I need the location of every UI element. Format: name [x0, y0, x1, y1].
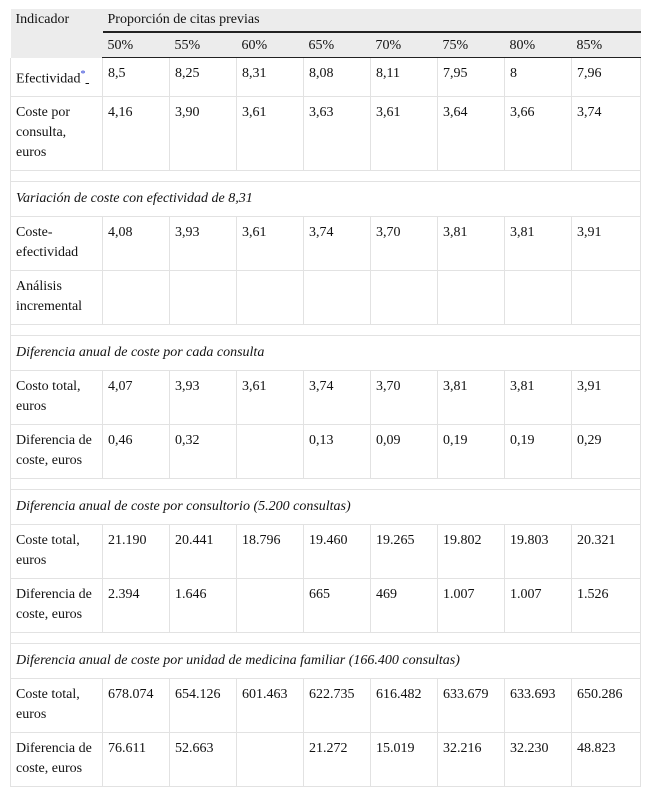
cell: 2.394: [103, 579, 170, 633]
cell: 633.679: [438, 679, 505, 733]
row-label: Coste por consulta, euros: [11, 97, 103, 171]
cell: 0,29: [572, 425, 641, 479]
footnote-link[interactable]: *: [80, 68, 86, 80]
cell: 3,66: [505, 97, 572, 171]
cell: 0,13: [304, 425, 371, 479]
cell: 622.735: [304, 679, 371, 733]
cell: 3,81: [505, 217, 572, 271]
cell: 4,07: [103, 371, 170, 425]
cell: 21.272: [304, 733, 371, 787]
indicator-header: Indicador: [11, 9, 103, 58]
spacer-cell: [11, 171, 641, 182]
spacer-cell: [11, 633, 641, 644]
cell: 3,93: [170, 217, 237, 271]
cell: 3,74: [304, 371, 371, 425]
cell: 0,19: [505, 425, 572, 479]
spacer-row: [11, 325, 641, 336]
cell: 665: [304, 579, 371, 633]
cell: 32.216: [438, 733, 505, 787]
cell: 0,19: [438, 425, 505, 479]
cell: 633.693: [505, 679, 572, 733]
cell: [572, 271, 641, 325]
section-header: [11, 336, 641, 371]
cell: 3,91: [572, 217, 641, 271]
cell: 3,74: [304, 217, 371, 271]
cell: 18.796: [237, 525, 304, 579]
row-diferencia-coste: [11, 579, 641, 633]
cell: 8,5: [103, 58, 170, 97]
row-diferencia-coste: [11, 425, 641, 479]
section-header: [11, 490, 641, 525]
row-coste-total: [11, 525, 641, 579]
cell: 8,25: [170, 58, 237, 97]
header-row-1: [11, 9, 641, 32]
cell: 1.007: [505, 579, 572, 633]
row-analisis-incremental: [11, 271, 641, 325]
row-label: Coste total, euros: [11, 679, 103, 733]
row-label: [11, 58, 103, 97]
cell: 3,91: [572, 371, 641, 425]
cell: [103, 271, 170, 325]
cell: [237, 733, 304, 787]
row-diferencia-coste: [11, 733, 641, 787]
cell: 3,81: [438, 217, 505, 271]
cell: 3,61: [237, 217, 304, 271]
pct-header: 50%: [103, 32, 170, 58]
spacer-row: [11, 479, 641, 490]
cell: 3,81: [505, 371, 572, 425]
cell: 1.646: [170, 579, 237, 633]
pct-header: 75%: [438, 32, 505, 58]
row-label: Análisis incremental: [11, 271, 103, 325]
cell: 3,61: [237, 371, 304, 425]
cell: 8,08: [304, 58, 371, 97]
cell: [237, 425, 304, 479]
row-label: Diferencia de coste, euros: [11, 579, 103, 633]
pct-header: 80%: [505, 32, 572, 58]
cell: [371, 271, 438, 325]
pct-header: 65%: [304, 32, 371, 58]
cell: 3,61: [371, 97, 438, 171]
cell: 8: [505, 58, 572, 97]
cell: 616.482: [371, 679, 438, 733]
cell: 3,61: [237, 97, 304, 171]
row-costo-total: [11, 371, 641, 425]
row-efectividad: [11, 58, 641, 97]
cost-effectiveness-table-container: [10, 9, 640, 787]
efectividad-label: Efectividad: [16, 71, 81, 87]
cell: 8,11: [371, 58, 438, 97]
pct-header: 55%: [170, 32, 237, 58]
header-row-percentages: [11, 32, 641, 58]
cell: [438, 271, 505, 325]
row-coste-efectividad: [11, 217, 641, 271]
section-title: Diferencia anual de coste por consultorio (5.200 consultas): [11, 490, 641, 525]
cell: 1.007: [438, 579, 505, 633]
cell: 469: [371, 579, 438, 633]
cell: 654.126: [170, 679, 237, 733]
section-header: [11, 182, 641, 217]
cell: [237, 579, 304, 633]
row-label: Costo total, euros: [11, 371, 103, 425]
cell: 4,08: [103, 217, 170, 271]
row-label: Coste total, euros: [11, 525, 103, 579]
cell: 601.463: [237, 679, 304, 733]
cell: 3,74: [572, 97, 641, 171]
row-label: Diferencia de coste, euros: [11, 425, 103, 479]
cell: 3,63: [304, 97, 371, 171]
cell: 19.265: [371, 525, 438, 579]
cell: 8,31: [237, 58, 304, 97]
cell: 48.823: [572, 733, 641, 787]
footnote-dash: [86, 71, 90, 86]
cell: 1.526: [572, 579, 641, 633]
pct-header: 85%: [572, 32, 641, 58]
cell: 3,93: [170, 371, 237, 425]
cell: 20.441: [170, 525, 237, 579]
section-header: [11, 644, 641, 679]
pct-header: 70%: [371, 32, 438, 58]
row-coste-total: [11, 679, 641, 733]
cell: 19.802: [438, 525, 505, 579]
cell: 0,32: [170, 425, 237, 479]
cell: [505, 271, 572, 325]
cell: 650.286: [572, 679, 641, 733]
cost-effectiveness-table: [10, 9, 641, 787]
cell: 0,46: [103, 425, 170, 479]
row-label: Diferencia de coste, euros: [11, 733, 103, 787]
cell: 52.663: [170, 733, 237, 787]
cell: 3,81: [438, 371, 505, 425]
cell: 3,70: [371, 371, 438, 425]
spacer-cell: [11, 325, 641, 336]
cell: 19.460: [304, 525, 371, 579]
section-title: Diferencia anual de coste por unidad de medicina familiar (166.400 consultas): [11, 644, 641, 679]
group-header: Proporción de citas previas: [103, 9, 641, 32]
section-title: Diferencia anual de coste por cada consulta: [11, 336, 641, 371]
section-title: Variación de coste con efectividad de 8,31: [11, 182, 641, 217]
cell: 32.230: [505, 733, 572, 787]
cell: 3,64: [438, 97, 505, 171]
cell: 678.074: [103, 679, 170, 733]
spacer-cell: [11, 479, 641, 490]
cell: 7,96: [572, 58, 641, 97]
cell: 4,16: [103, 97, 170, 171]
cell: [170, 271, 237, 325]
cell: 0,09: [371, 425, 438, 479]
cell: 21.190: [103, 525, 170, 579]
cell: 3,70: [371, 217, 438, 271]
cell: [304, 271, 371, 325]
cell: 3,90: [170, 97, 237, 171]
row-label: Coste-efectividad: [11, 217, 103, 271]
cell: 20.321: [572, 525, 641, 579]
cell: 15.019: [371, 733, 438, 787]
pct-header: 60%: [237, 32, 304, 58]
cell: [237, 271, 304, 325]
row-coste-consulta: [11, 97, 641, 171]
cell: 19.803: [505, 525, 572, 579]
spacer-row: [11, 171, 641, 182]
spacer-row: [11, 633, 641, 644]
cell: 76.611: [103, 733, 170, 787]
cell: 7,95: [438, 58, 505, 97]
